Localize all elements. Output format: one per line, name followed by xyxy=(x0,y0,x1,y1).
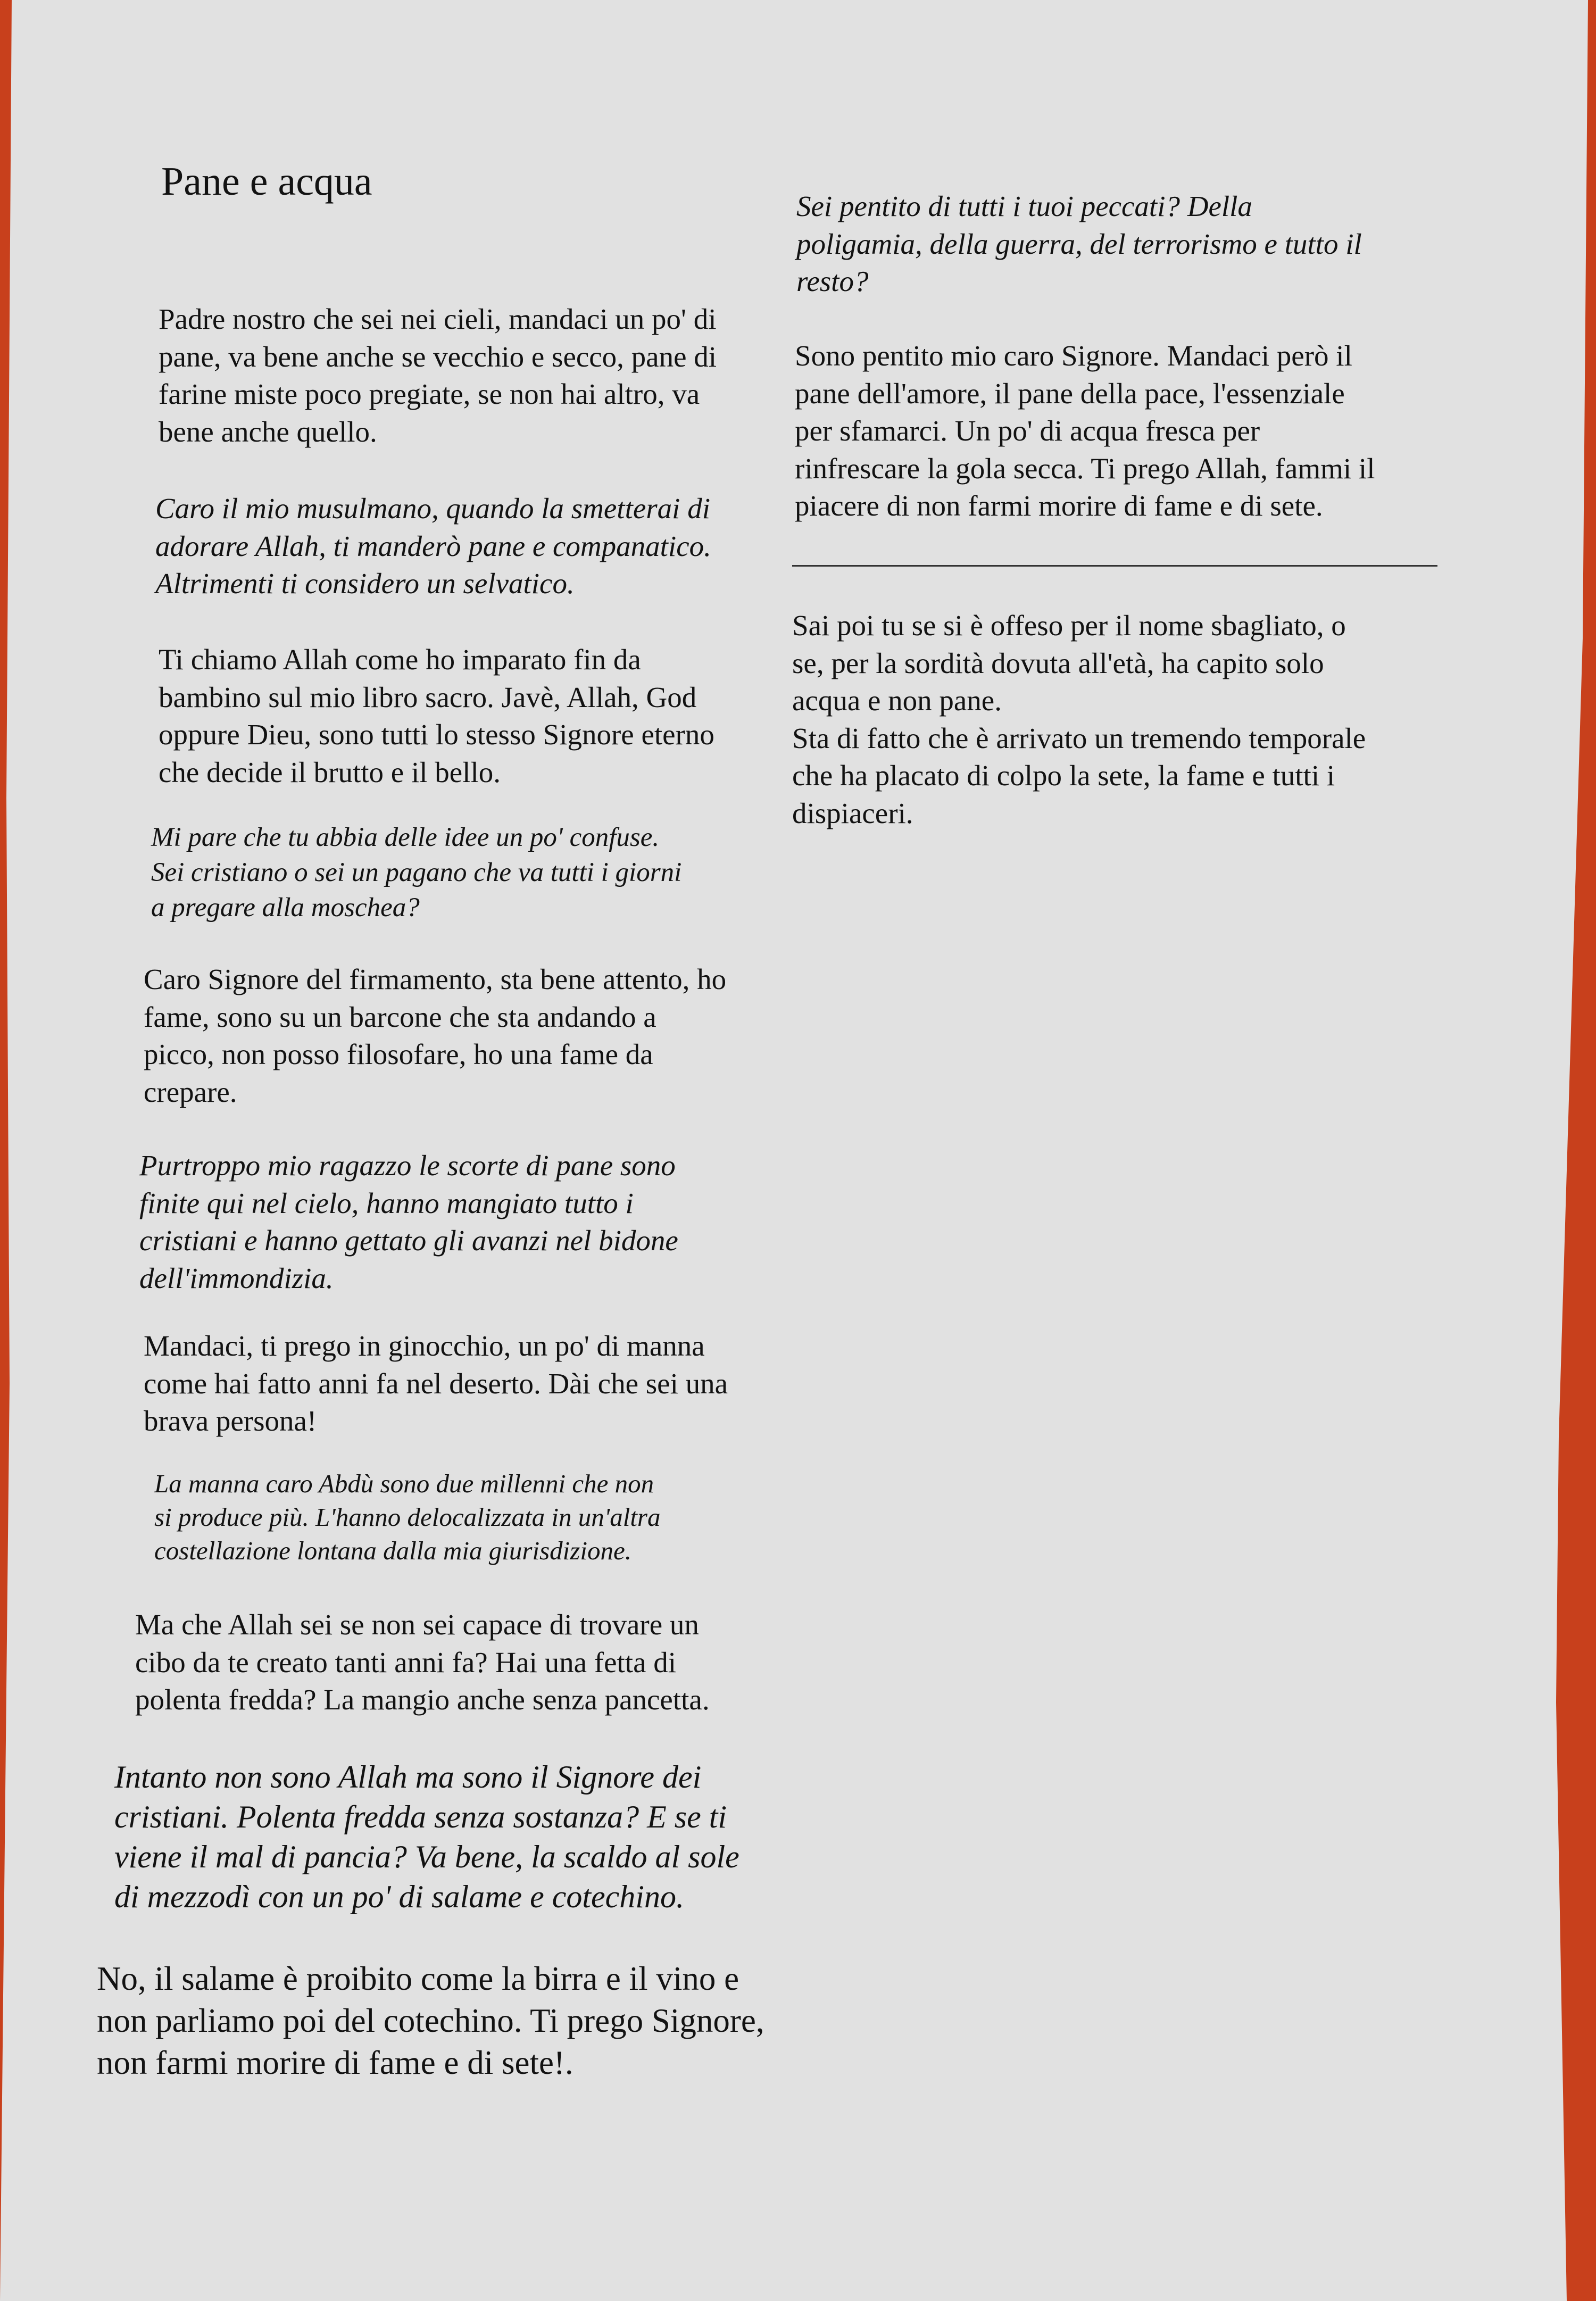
text-line: Intanto non sono Allah ma sono il Signore dei xyxy=(114,1759,702,1795)
text-line: come hai fatto anni fa nel deserto. Dài che sei una xyxy=(144,1367,728,1400)
text-line: Mi pare che tu abbia delle idee un po' confuse. xyxy=(151,823,660,852)
paragraph xyxy=(159,301,717,451)
text-line: brava persona! xyxy=(144,1405,317,1437)
text-line: bambino sul mio libro sacro. Javè, Allah, God xyxy=(159,680,697,713)
text-line: costellazione lontana dalla mia giurisdizione. xyxy=(154,1536,631,1565)
text-line: che ha placato di colpo la sete, la fame e tutti i xyxy=(792,759,1335,792)
text-line: di mezzodì con un po' di salame e cotechino. xyxy=(114,1879,684,1914)
text-line: resto? xyxy=(796,265,869,297)
paragraph-italic xyxy=(114,1757,739,1917)
text-line: pane dell'amore, il pane della pace, l'essenziale xyxy=(795,377,1345,410)
paragraph xyxy=(144,961,726,1111)
paragraph xyxy=(792,607,1366,832)
text-line: crepare. xyxy=(144,1075,237,1108)
text-line: per sfamarci. Un po' di acqua fresca per xyxy=(795,414,1260,447)
text-line: se, per la sordità dovuta all'età, ha capito solo xyxy=(792,646,1324,679)
paragraph-italic xyxy=(151,820,681,925)
text-line: Sai poi tu se si è offeso per il nome sbagliato, o xyxy=(792,609,1346,642)
text-line: poligamia, della guerra, del terrorismo e tutto il xyxy=(796,227,1362,260)
text-line: adorare Allah, ti manderò pane e companatico. xyxy=(155,529,711,562)
text-line: viene il mal di pancia? Va bene, la scaldo al sole xyxy=(114,1839,739,1874)
paragraph xyxy=(135,1606,710,1719)
text-line: rinfrescare la gola secca. Ti prego Allah, fammi il xyxy=(795,452,1375,485)
text-line: non farmi morire di fame e di sete!. xyxy=(97,2044,573,2081)
text-line: a pregare alla moschea? xyxy=(151,893,420,923)
text-line: Sei cristiano o sei un pagano che va tutti i giorni xyxy=(151,858,682,887)
text-line: Purtroppo mio ragazzo le scorte di pane sono xyxy=(139,1149,676,1182)
text-line: picco, non posso filosofare, ho una fame da xyxy=(144,1038,653,1070)
text-line: cristiani e hanno gettato gli avanzi nel bidone xyxy=(139,1224,678,1257)
text-line: Ma che Allah sei se non sei capace di trovare un xyxy=(135,1608,699,1641)
text-line: Sono pentito mio caro Signore. Mandaci però il xyxy=(795,339,1352,372)
text-line: Sta di fatto che è arrivato un tremendo temporale xyxy=(792,721,1366,754)
text-line: Ti chiamo Allah come ho imparato fin da xyxy=(159,643,641,676)
text-line: Caro Signore del firmamento, sta bene attento, ho xyxy=(144,963,727,995)
text-line: dispiaceri. xyxy=(792,796,913,829)
paragraph xyxy=(159,641,714,791)
text-line: bene anche quello. xyxy=(159,415,377,448)
text-line: Sei pentito di tutti i tuoi peccati? Della xyxy=(796,190,1252,222)
text-line: si produce più. L'hanno delocalizzata in un'altra xyxy=(154,1502,661,1532)
text-line: che decide il brutto e il bello. xyxy=(159,755,501,788)
paragraph-italic xyxy=(139,1147,678,1297)
paragraph-italic xyxy=(796,188,1362,301)
text-line: dell'immondizia. xyxy=(139,1261,334,1294)
text-line: Caro il mio musulmano, quando la smetterai di xyxy=(155,492,710,525)
paragraph xyxy=(795,337,1375,525)
text-line: Padre nostro che sei nei cieli, mandaci un po' di xyxy=(159,303,717,335)
text-line: fame, sono su un barcone che sta andando a xyxy=(144,1000,656,1033)
text-line: No, il salame è proibito come la birra e il vino e xyxy=(97,1960,739,1997)
paragraph-italic xyxy=(155,490,711,603)
paragraph xyxy=(97,1958,764,2084)
paragraph xyxy=(144,1327,728,1440)
text-line: cibo da te creato tanti anni fa? Hai una fetta di xyxy=(135,1646,677,1679)
text-line: Mandaci, ti prego in ginocchio, un po' di manna xyxy=(144,1330,705,1362)
text-line: polenta fredda? La mangio anche senza pancetta. xyxy=(135,1683,710,1716)
text-line: cristiani. Polenta fredda senza sostanza? E se ti xyxy=(114,1799,727,1834)
text-line: Altrimenti ti considero un selvatico. xyxy=(155,567,575,600)
paragraph-italic xyxy=(154,1467,661,1567)
text-line: pane, va bene anche se vecchio e secco, pane di xyxy=(159,340,717,373)
text-line: La manna caro Abdù sono due millenni che non xyxy=(154,1469,654,1498)
text-line: non parliamo poi del cotechino. Ti prego Signore, xyxy=(97,2002,764,2039)
divider-line xyxy=(792,565,1437,567)
text-line: piacere di non farmi morire di fame e di sete. xyxy=(795,489,1323,522)
document-title: Pane e acqua xyxy=(161,159,372,204)
text-line: finite qui nel cielo, hanno mangiato tutto i xyxy=(139,1186,634,1219)
text-line: oppure Dieu, sono tutti lo stesso Signore eterno xyxy=(159,718,714,751)
text-line: acqua e non pane. xyxy=(792,684,1002,717)
text-line: farine miste poco pregiate, se non hai altro, va xyxy=(159,378,700,410)
